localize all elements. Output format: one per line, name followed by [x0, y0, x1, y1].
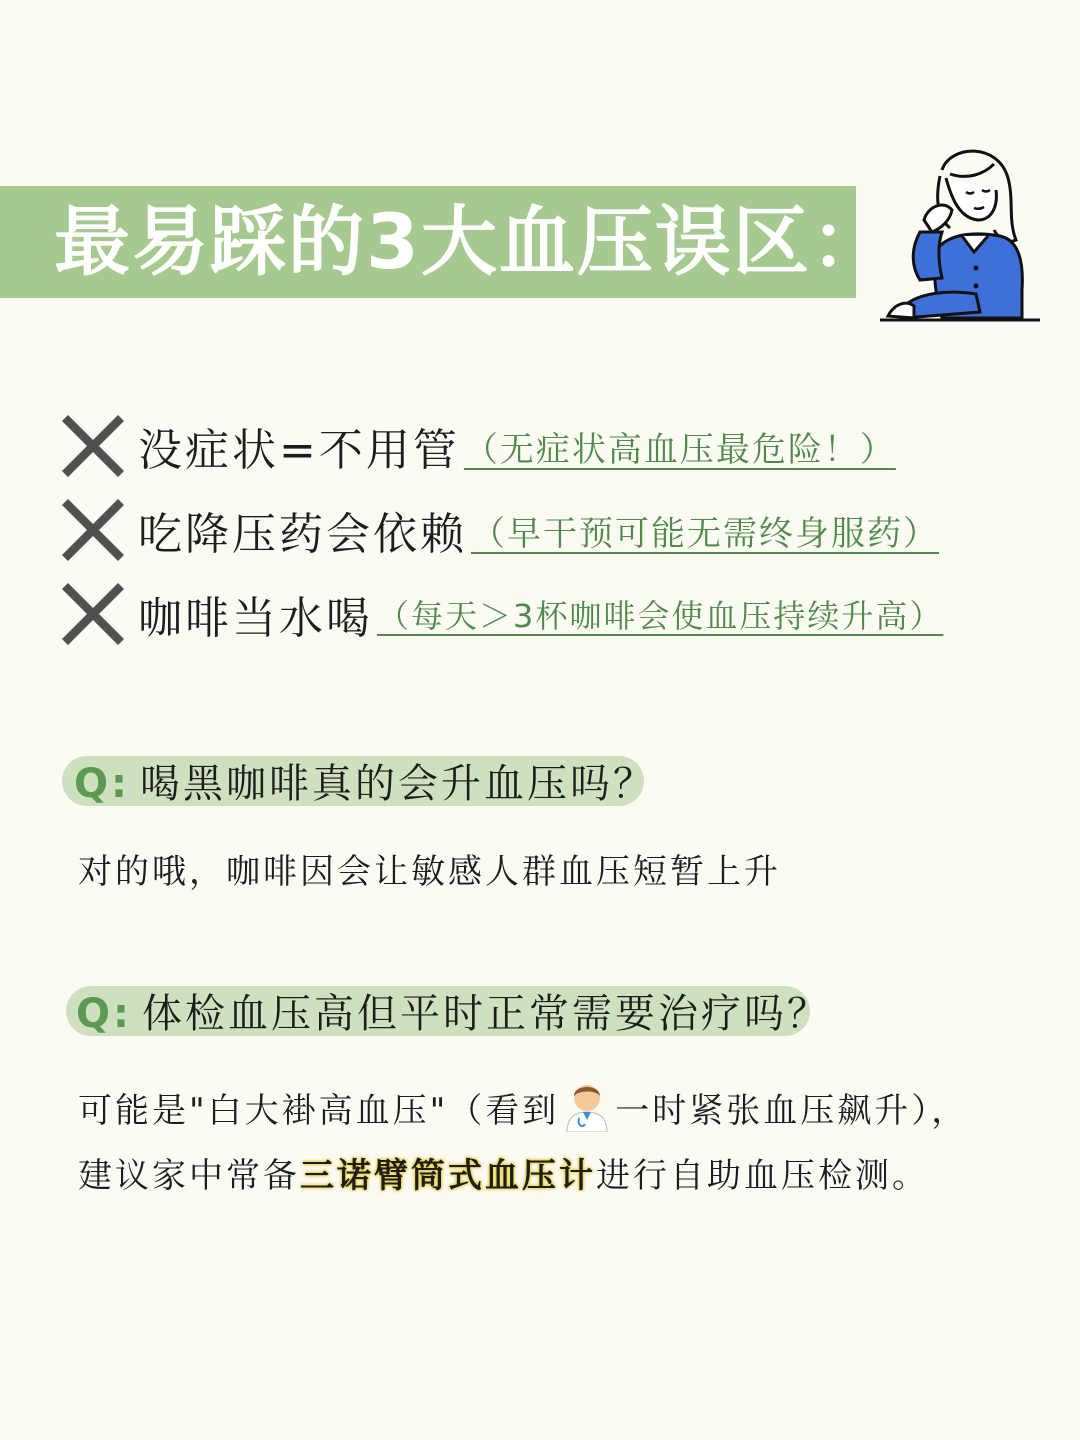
- question-label: Q:: [74, 761, 130, 807]
- question-text: 体检血压高但平时正常需要治疗吗？: [142, 991, 830, 1037]
- doctor-emoji-icon: [563, 1080, 611, 1132]
- thinking-woman-illustration: [880, 140, 1040, 330]
- answer-line: [78, 1148, 929, 1197]
- answer-text: 对的哦，咖啡因会让敏感人群血压短暂上升: [78, 852, 781, 892]
- myth-item: [58, 406, 896, 486]
- question-label: Q:: [76, 991, 132, 1037]
- question: [74, 752, 656, 809]
- cross-mark-icon: [58, 411, 128, 481]
- myth-note: （每天＞3杯咖啡会使血压持续升高）: [377, 597, 944, 635]
- myth-note: （无症状高血压最危险！）: [463, 429, 896, 470]
- answer-text: 可能是"白大褂高血压"（看到: [78, 1091, 560, 1131]
- answer-text: 建议家中常备: [78, 1156, 300, 1196]
- myth-text: 没症状=不用管: [138, 425, 460, 476]
- answer-text: 一时紧张血压飙升），: [615, 1091, 969, 1131]
- answer-line: [78, 1080, 968, 1132]
- myth-note: （早干预可能无需终身服药）: [471, 513, 939, 554]
- question: [76, 982, 830, 1039]
- myth-item: [58, 490, 939, 570]
- answer-text: 进行自助血压检测。: [596, 1156, 929, 1196]
- cross-mark-icon: [58, 579, 128, 649]
- myth-item: [58, 574, 943, 654]
- product-highlight: 三诺臂筒式血压计: [300, 1156, 596, 1196]
- cross-mark-icon: [58, 495, 128, 565]
- question-text: 喝黑咖啡真的会升血压吗？: [140, 761, 656, 807]
- myth-text: 吃降压药会依赖: [138, 509, 467, 560]
- myth-text: 咖啡当水喝: [138, 593, 373, 644]
- page-title: 最易踩的3大血压误区：: [54, 197, 889, 286]
